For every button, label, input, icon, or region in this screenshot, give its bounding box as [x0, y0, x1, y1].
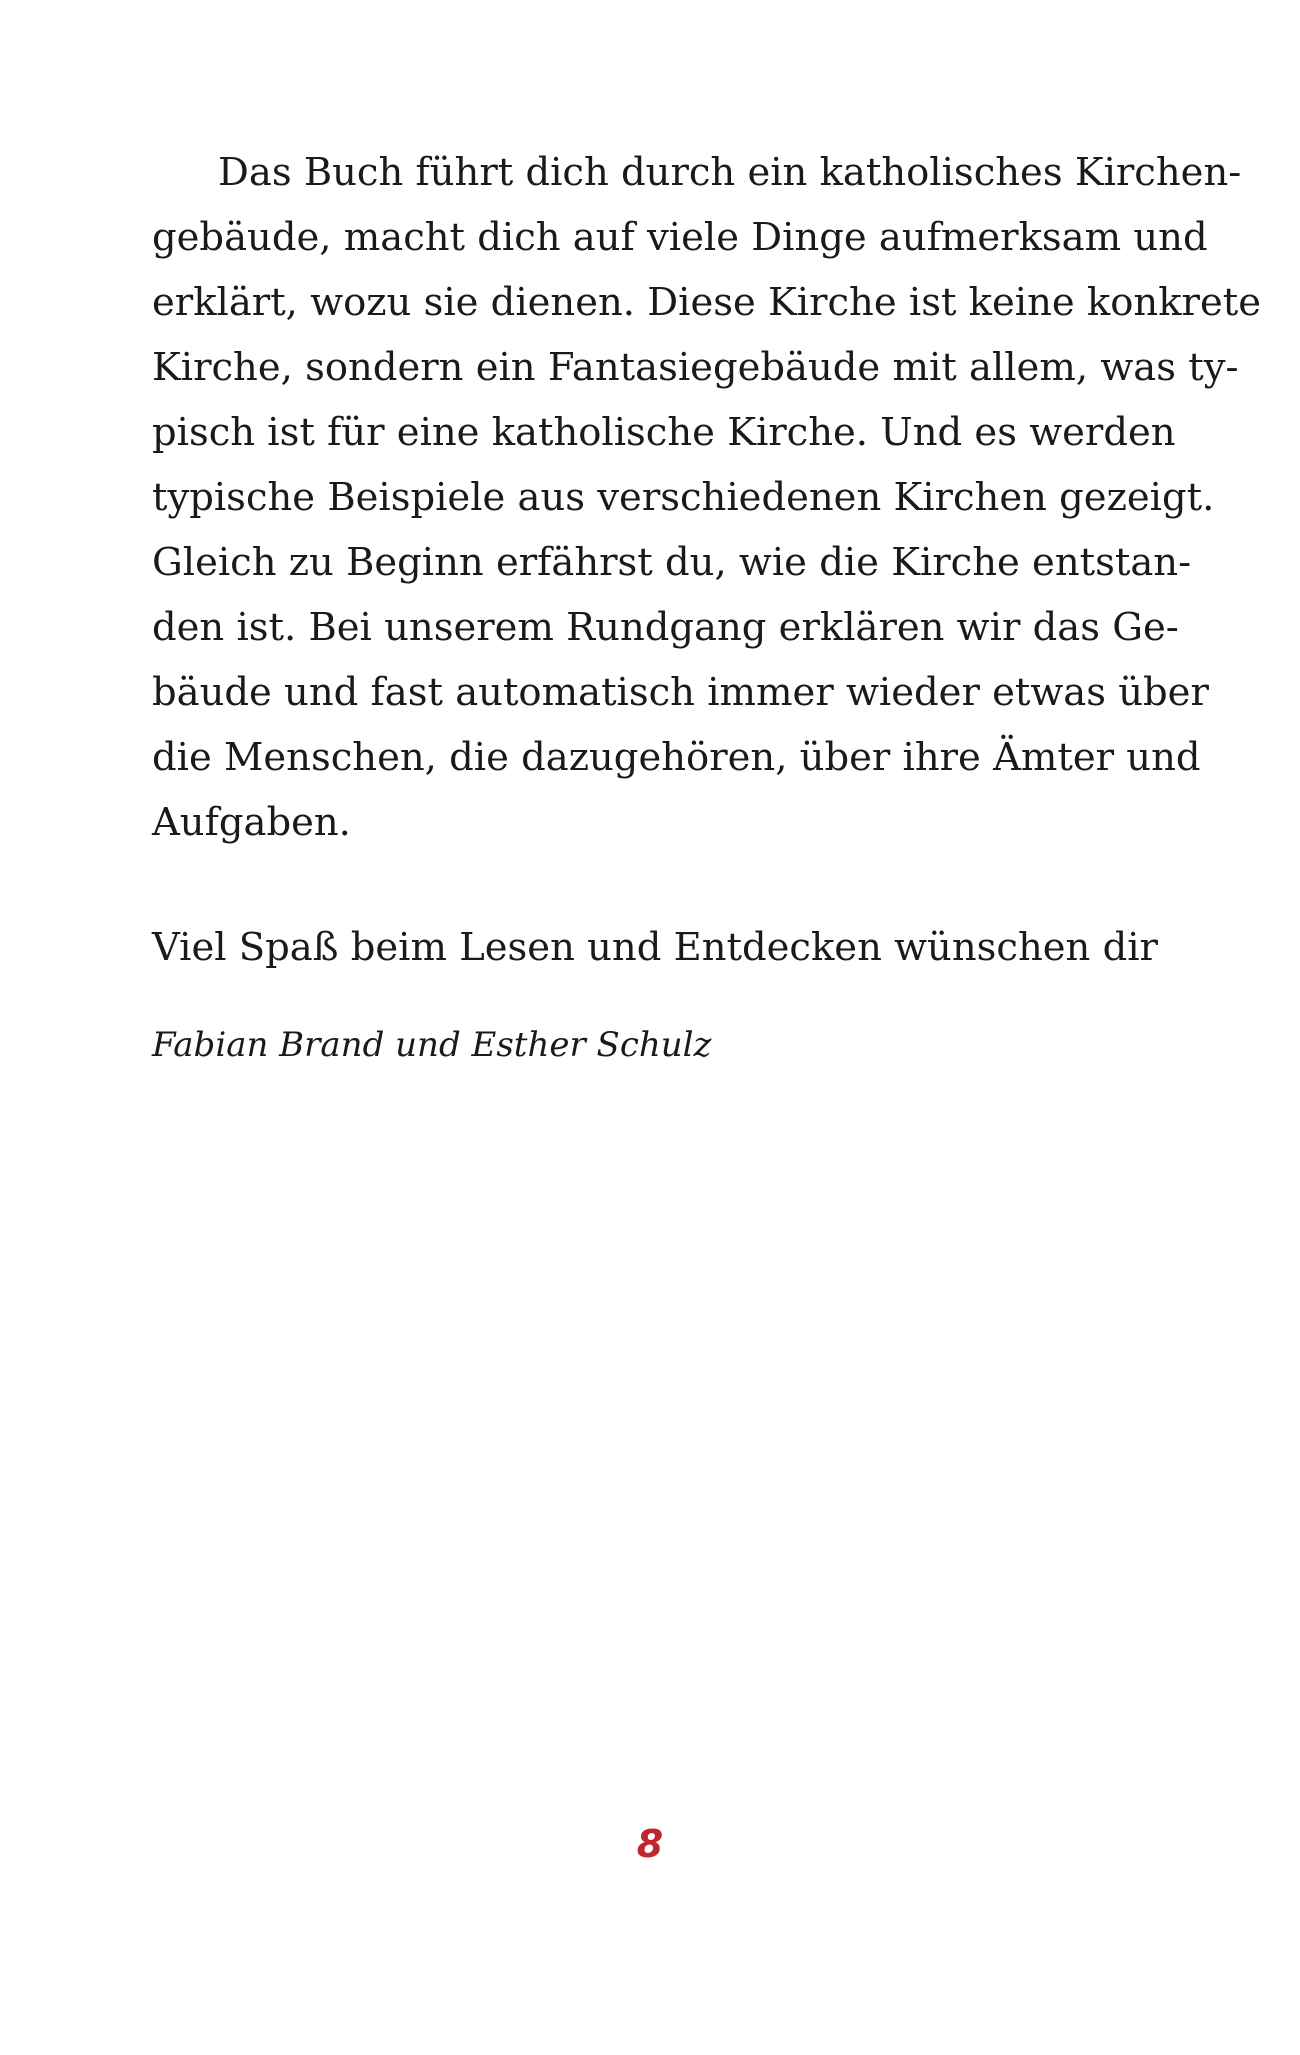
paragraph-line: erklärt, wozu sie dienen. Diese Kirche ist keine konkrete: [152, 280, 1261, 325]
paragraph-line: den ist. Bei unserem Rundgang erklären wir das Ge-: [152, 605, 1179, 650]
paragraph-line: bäude und fast automatisch immer wieder etwas über: [152, 670, 1209, 715]
paragraph-line: Gleich zu Beginn erfährst du, wie die Kirche entstan-: [152, 540, 1192, 585]
page-number: 8: [636, 1822, 664, 1866]
author-signature: Fabian Brand und Esther Schulz: [152, 1025, 712, 1065]
paragraph-line: die Menschen, die dazugehören, über ihre Ämter und: [152, 735, 1201, 780]
paragraph-line: Das Buch führt dich durch ein katholisches Kirchen-: [218, 150, 1242, 195]
intro-paragraph: [152, 140, 1261, 855]
paragraph-line: Aufgaben.: [152, 800, 351, 845]
paragraph-line: Kirche, sondern ein Fantasiegebäude mit allem, was ty-: [152, 345, 1239, 390]
paragraph-line: typische Beispiele aus verschiedenen Kirchen gezeigt.: [152, 475, 1215, 520]
paragraph-line: gebäude, macht dich auf viele Dinge aufmerksam und: [152, 215, 1208, 260]
closing-line: Viel Spaß beim Lesen und Entdecken wünschen dir: [152, 925, 1158, 970]
paragraph-line: pisch ist für eine katholische Kirche. Und es werden: [152, 410, 1176, 455]
